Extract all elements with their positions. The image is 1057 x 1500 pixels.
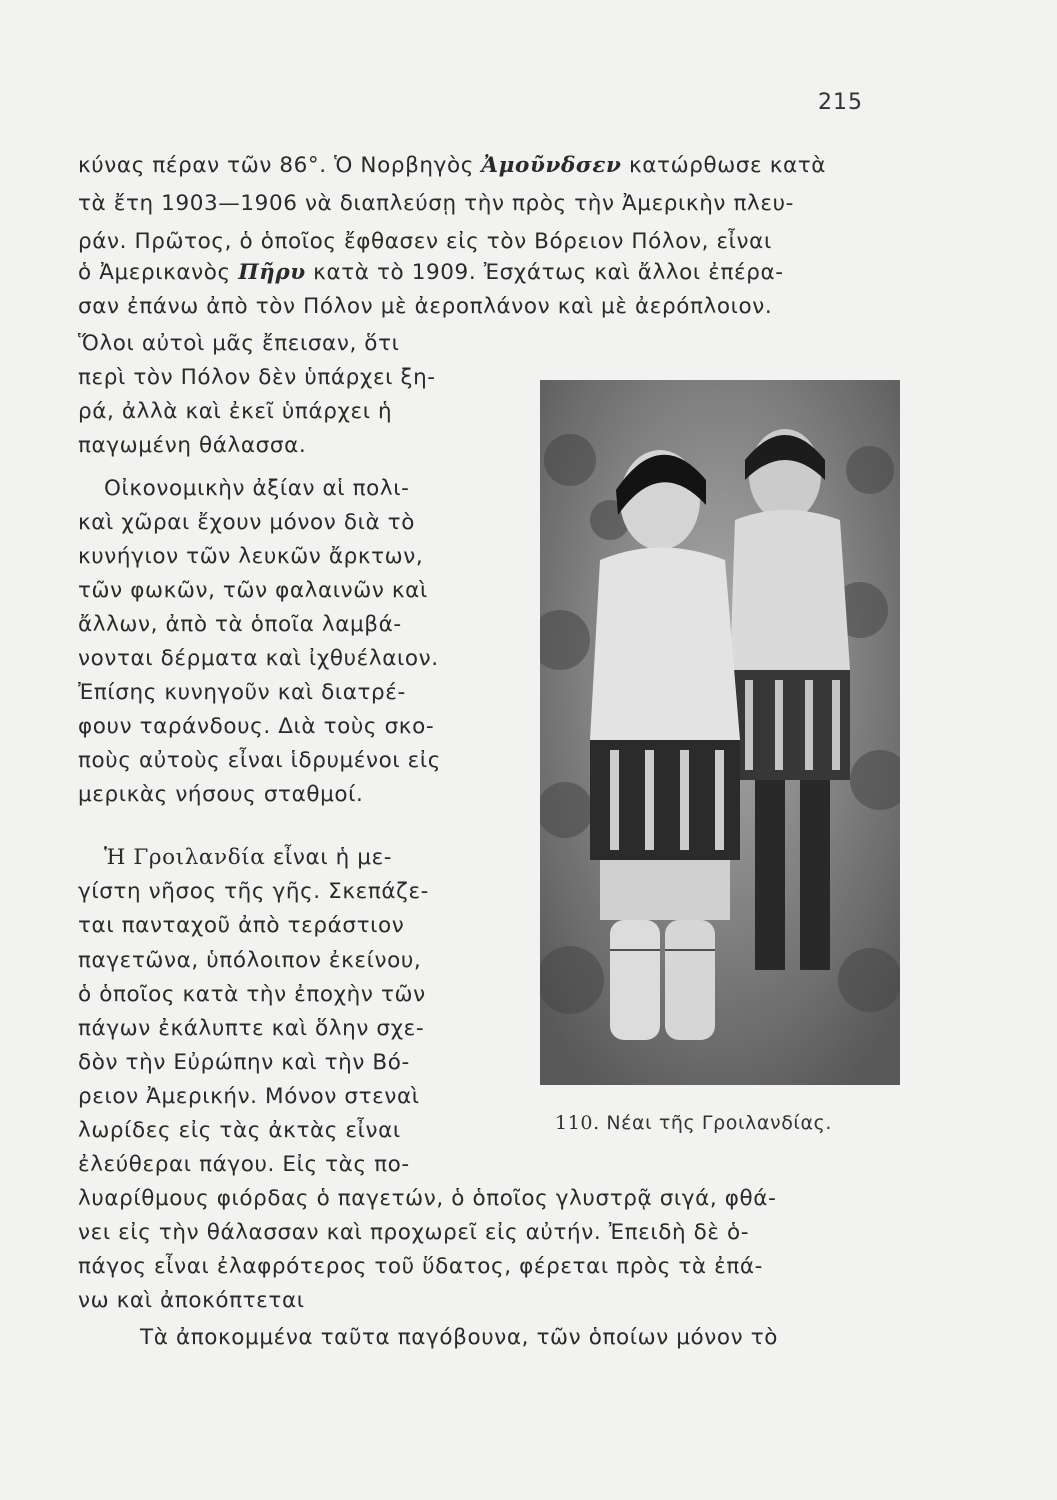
text-line: ἄλλων, ἀπὸ τὰ ὁποῖα λαμβά- bbox=[78, 612, 402, 637]
figure-caption-text: Νέαι τῆς Γροιλανδίας. bbox=[599, 1112, 832, 1134]
photo-illustration bbox=[540, 380, 900, 1085]
text-line: σαν ἐπάνω ἀπὸ τὸν Πόλον μὲ ἀεροπλάνον καὶ μὲ ἀερόπλοιον. bbox=[78, 294, 773, 319]
text-line: ρειον Ἀμερικήν. Μόνον στεναὶ bbox=[78, 1084, 420, 1109]
text-line: Ὅλοι αὐτοὶ μᾶς ἔπεισαν, ὅτι bbox=[78, 331, 400, 356]
text-line: μερικὰς νήσους σταθμοί. bbox=[78, 782, 364, 807]
text-line: παγωμένη θάλασσα. bbox=[78, 433, 307, 458]
person-name-peary: Πῆρυ bbox=[238, 260, 306, 285]
page-number: 215 bbox=[818, 90, 863, 115]
text-line: ἐλεύθεραι πάγου. Εἰς τὰς πο- bbox=[78, 1152, 410, 1177]
text-line: λυαρίθμους φιόρδας ὁ παγετών, ὁ ὁποῖος γλυστρᾷ σιγά, φθά- bbox=[78, 1186, 777, 1211]
text-line: ὁ Ἀμερικανὸς Πῆρυ κατὰ τὸ 1909. Ἐσχάτως καὶ ἄλλοι ἐπέρα- bbox=[78, 260, 784, 285]
text-line: τὰ ἔτη 1903—1906 νὰ διαπλεύσῃ τὴν πρὸς τὴν Ἀμερικὴν πλευ- bbox=[78, 191, 794, 216]
text-line: φουν ταράνδους. Διὰ τοὺς σκο- bbox=[78, 714, 435, 739]
text-line: καὶ χῶραι ἔχουν μόνον διὰ τὸ bbox=[78, 510, 415, 535]
person-name-amundsen: Ἀμοῦνδσεν bbox=[481, 153, 622, 178]
figure-number: 110. bbox=[555, 1112, 600, 1134]
text-line: παγετῶνα, ὑπόλοιπον ἐκείνου, bbox=[78, 948, 422, 973]
section-heading-greenland: Ἡ Γροιλανδία bbox=[104, 845, 266, 870]
text-line: πάγων ἐκάλυπτε καὶ ὅλην σχε- bbox=[78, 1016, 425, 1041]
text-line: τῶν φωκῶν, τῶν φαλαινῶν καὶ bbox=[78, 578, 428, 603]
text-line: κυνήγιον τῶν λευκῶν ἄρκτων, bbox=[78, 544, 424, 569]
photo-two-greenland-youths bbox=[540, 380, 900, 1085]
text-line: νει εἰς τὴν θάλασσαν καὶ προχωρεῖ εἰς αὐτήν. Ἐπειδὴ δὲ ὁ- bbox=[78, 1220, 750, 1245]
paragraph-start: Ἡ Γροιλανδία εἶναι ἡ με- bbox=[104, 845, 393, 870]
text-line: ται πανταχοῦ ἀπὸ τεράστιον bbox=[78, 913, 405, 938]
text-line: νω καὶ ἀποκόπτεται bbox=[78, 1288, 305, 1313]
text-line: ποὺς αὐτοὺς εἶναι ἱδρυμένοι εἰς bbox=[78, 748, 441, 773]
paragraph-start: Τὰ ἀποκομμένα ταῦτα παγόβουνα, τῶν ὁποίων μόνον τὸ bbox=[140, 1325, 779, 1350]
text-line: κύνας πέραν τῶν 86°. Ὁ Νορβηγὸς Ἀμοῦνδσεν κατώρθωσε κατὰ bbox=[78, 153, 827, 178]
text-line: ράν. Πρῶτος, ὁ ὁποῖος ἔφθασεν εἰς τὸν Βόρειον Πόλον, εἶναι bbox=[78, 229, 772, 254]
text-line: περὶ τὸν Πόλον δὲν ὑπάρχει ξη- bbox=[78, 365, 436, 390]
text-line: λωρίδες εἰς τὰς ἀκτὰς εἶναι bbox=[78, 1118, 401, 1143]
text-line: ὁ ὁποῖος κατὰ τὴν ἐποχὴν τῶν bbox=[78, 982, 426, 1007]
text-line: πάγος εἶναι ἐλαφρότερος τοῦ ὕδατος, φέρεται πρὸς τὰ ἐπά- bbox=[78, 1254, 764, 1279]
paragraph-start: Οἰκονομικὴν ἀξίαν αἱ πολι- bbox=[104, 476, 410, 501]
figure-caption bbox=[555, 1112, 832, 1134]
text-line: Ἐπίσης κυνηγοῦν καὶ διατρέ- bbox=[78, 680, 406, 705]
text-line: γίστη νῆσος τῆς γῆς. Σκεπάζε- bbox=[78, 879, 430, 904]
text-line: δὸν τὴν Εὐρώπην καὶ τὴν Βό- bbox=[78, 1050, 410, 1075]
text-line: ρά, ἀλλὰ καὶ ἐκεῖ ὑπάρχει ἡ bbox=[78, 399, 393, 424]
text-line: νονται δέρματα καὶ ἰχθυέλαιον. bbox=[78, 646, 439, 671]
